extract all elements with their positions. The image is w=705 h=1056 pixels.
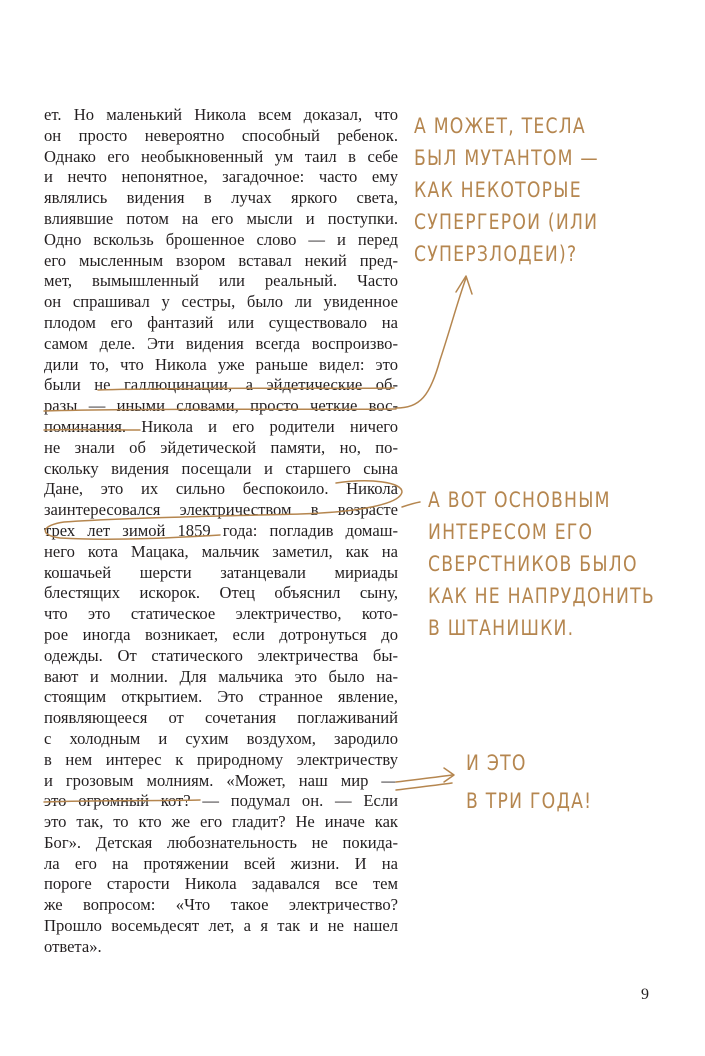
text-line: блестящих искорок. Отец объяснил сыну, [44, 583, 398, 603]
note-line: КАК НЕКОТОРЫЕ [414, 178, 582, 202]
arrow-line [396, 775, 452, 782]
arrow-line [396, 783, 452, 790]
arrow-line [396, 278, 466, 408]
underline-mark [44, 409, 396, 411]
text-line: поминания. Никола и его родители ничего [44, 416, 398, 436]
text-line: Дане, это их сильно беспокоило. Никола [44, 479, 398, 499]
note-line: А ВОТ ОСНОВНЫМ [428, 488, 611, 512]
note-line: ИНТЕРЕСОМ ЕГО [428, 520, 594, 544]
text-line: Одно вскользь брошенное слово — и перед [44, 229, 398, 249]
text-line: пороге старости Никола задавался все тем [44, 874, 398, 894]
text-line: Однако его необыкновенный ум таил в себе [44, 146, 398, 166]
text-line: это так, то кто же его гладит? Не иначе как [44, 812, 398, 832]
text-line: Бог». Детская любознательность не покида- [44, 832, 398, 852]
text-line: появляющееся от сочетания поглаживаний [44, 708, 398, 728]
note-line: БЫЛ МУТАНТОМ — [414, 146, 599, 170]
text-line: плодом его фантазий или существовало на [44, 312, 398, 332]
text-line: это огромный кот? — подумал он. — Если [44, 791, 398, 811]
text-line: в нем интерес к природному электричеству [44, 749, 398, 769]
text-line: и нечто непонятное, загадочное: часто ему [44, 167, 398, 187]
note-line: В ШТАНИШКИ. [428, 616, 575, 640]
text-line: ответа». [44, 936, 102, 956]
text-line: дили то, что Никола уже раньше видел: это [44, 354, 398, 374]
text-line: ет. Но маленький Никола всем доказал, что [44, 105, 398, 124]
underline-mark [98, 388, 394, 390]
circle-mark [45, 481, 402, 539]
text-line: он спрашивал у сестры, было ли увиденное [44, 292, 398, 312]
text-line: и грозовым молниям. «Может, наш мир — [44, 770, 398, 790]
text-line: что это статическое электричество, кото- [44, 604, 398, 624]
note-line: СВЕРСТНИКОВ БЫЛО [428, 552, 638, 576]
text-line: одежды. От статического электричества бы- [44, 645, 398, 665]
text-line: же вопросом: «Что такое электричество? [44, 895, 398, 915]
text-line: ла его на протяжении всей жизни. И на [44, 853, 398, 873]
arrow-line [402, 502, 420, 507]
note-line: КАК НЕ НАПРУДОНИТЬ [428, 584, 655, 608]
text-line: являлись видения в лучах яркого света, [44, 188, 398, 208]
text-line: кошачьей шерсти затанцевали мириады [44, 562, 398, 582]
note-line: И ЭТО [466, 751, 527, 775]
text-line: с холодным и сухим воздухом, зародило [44, 728, 398, 748]
text-line: Прошло восемьдесят лет, а я так и не нашел [44, 916, 398, 936]
text-line: не знали об эйдетической памяти, но, по- [44, 437, 398, 457]
note-line: СУПЕРГЕРОИ (ИЛИ [414, 210, 599, 234]
text-line: мет, вымышленный или реальный. Часто [44, 271, 398, 291]
note-line: СУПЕРЗЛОДЕИ)? [414, 242, 578, 266]
note-line: В ТРИ ГОДА! [466, 789, 593, 813]
text-line: он просто невероятно способный ребенок. [44, 125, 398, 145]
text-line: рое иногда возникает, если дотронуться до [44, 624, 398, 644]
underline-mark [44, 800, 200, 802]
text-line: самом деле. Эти видения всегда воспроизво- [44, 333, 398, 353]
note-line: А МОЖЕТ, ТЕСЛА [414, 114, 586, 138]
text-line: него кота Мацака, мальчик заметил, как на [44, 541, 398, 561]
text-line: влиявшие потом на его мысли и поступки. [44, 208, 398, 228]
text-line: были не галлюцинации, а эйдетические об- [44, 375, 398, 395]
text-line: его мысленным взором вставал некий пред- [44, 250, 398, 270]
text-line: скольку видения посещали и старшего сына [44, 458, 398, 478]
text-line: трех лет зимой 1859 года: погладив домаш- [44, 520, 398, 540]
text-line: разы — иными словами, просто четкие вос- [44, 396, 398, 416]
text-line: заинтересовался электричеством в возрасте [44, 500, 398, 520]
text-line: вают и молнии. Для мальчика это было на- [44, 666, 398, 686]
text-line: стоящим открытием. Это странное явление, [44, 687, 398, 707]
page-number: 9 [641, 986, 649, 1003]
